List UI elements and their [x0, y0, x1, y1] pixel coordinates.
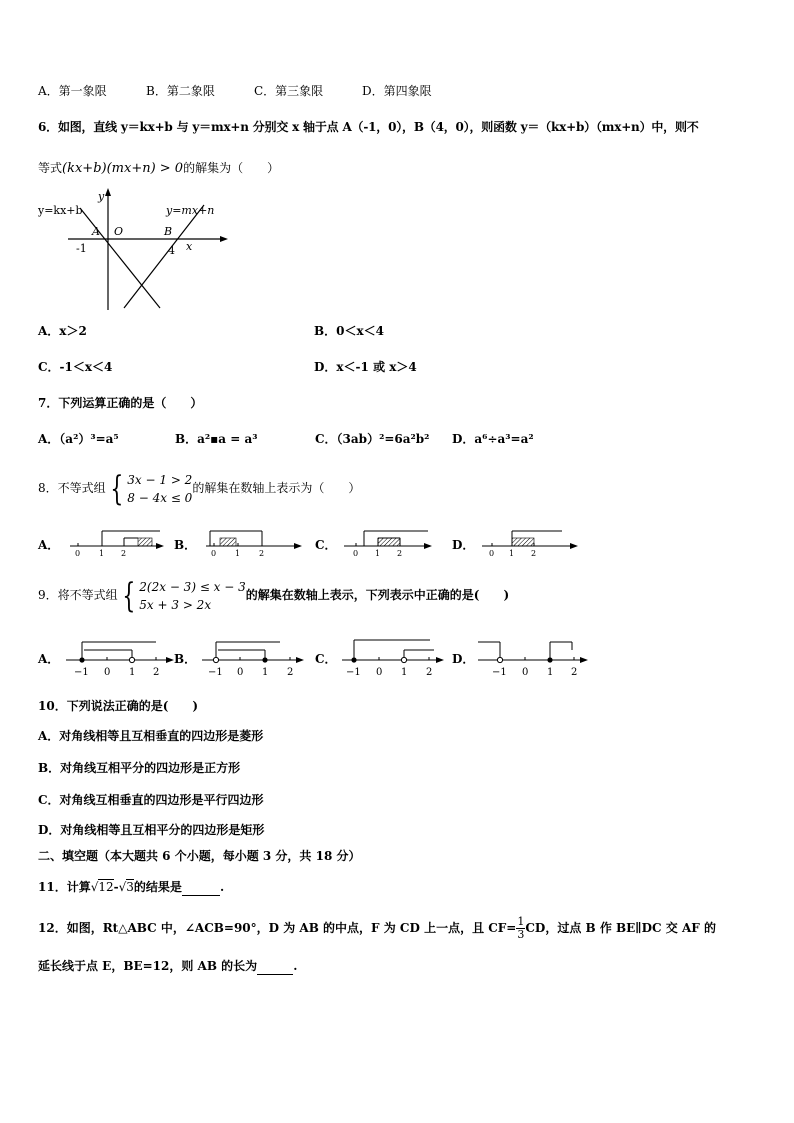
q11-end: .	[219, 880, 225, 894]
q8-option-b: B．	[174, 538, 197, 552]
fig6-label-x: x	[186, 240, 193, 253]
q10-option-a: A．对角线相等且互相垂直的四边形是菱形	[38, 729, 264, 743]
q8a-tick-0: 0	[75, 549, 81, 558]
q9-prefix: 9．将不等式组	[38, 588, 118, 602]
fig6-label-line2: y=mx+n	[166, 204, 215, 217]
q8-numberline-d	[478, 526, 588, 562]
q12-answer-blank[interactable]	[257, 958, 293, 975]
q9a-tick-m1: −1	[74, 667, 89, 678]
q11-radicand-b: 3	[126, 880, 134, 894]
q9-numberline-d	[474, 636, 604, 684]
q11-answer-blank[interactable]	[182, 879, 220, 896]
fig6-label-4: 4	[168, 244, 175, 257]
q9c-tick-2: 2	[426, 667, 433, 678]
q8b-tick-2: 2	[259, 549, 265, 558]
q8a-tick-1: 1	[99, 549, 105, 558]
q6-option-c: C．-1＜x＜4	[38, 360, 113, 374]
q12-part2: CD，过点 B 作 BE∥DC 交 AF 的	[525, 921, 716, 935]
q9-sys-line1: 2(2x − 3) ≤ x − 3	[139, 579, 246, 594]
sqrt-icon: √	[118, 880, 127, 894]
q9d-tick-0: 0	[522, 667, 529, 678]
q12-line1	[38, 912, 716, 944]
q8c-tick-0: 0	[353, 549, 359, 558]
q5-options-row	[38, 83, 432, 99]
q9b-tick-0: 0	[237, 667, 244, 678]
q9d-tick-1: 1	[547, 667, 554, 678]
q9a-tick-2: 2	[153, 667, 160, 678]
q9d-tick-m1: −1	[492, 667, 507, 678]
q9b-tick-m1: −1	[208, 667, 223, 678]
q6-option-d: D．x＜-1 或 x＞4	[314, 360, 417, 374]
q9-option-b: B．	[174, 652, 197, 666]
q8a-tick-2: 2	[121, 549, 127, 558]
q8-option-a: A．	[38, 538, 60, 552]
q6-stem-line1: 6．如图，直线 y＝kx+b 与 y＝mx+n 分别交 x 轴于点 A（-1，0），B（4，0），则函数 y＝（kx+b）（mx+n）中，则不	[38, 120, 699, 134]
fig6-label-a: A	[92, 225, 100, 238]
q6-prefix: 等式	[38, 161, 63, 175]
q6-figure	[36, 188, 236, 313]
q11-minus: -	[113, 880, 119, 894]
q6-stem-line2	[38, 160, 279, 177]
q8-brace-icon: {	[109, 468, 123, 509]
fig6-label-m1: -1	[76, 242, 87, 255]
q9c-tick-0: 0	[376, 667, 383, 678]
q8-sys-line1: 3x − 1 > 2	[127, 472, 193, 487]
q9-numberline-c	[338, 636, 458, 684]
q8-sys-line2: 8 − 4x ≤ 0	[127, 490, 193, 505]
q6-suffix: 的解集为（ ）	[183, 161, 280, 175]
q9a-tick-0: 0	[104, 667, 111, 678]
q11-suffix: 的结果是	[133, 880, 182, 894]
q11-prefix: 11．计算	[38, 880, 91, 894]
q12-frac-den: 3	[517, 928, 525, 941]
q10-stem: 10．下列说法正确的是( )	[38, 699, 199, 713]
q9c-tick-m1: −1	[346, 667, 361, 678]
q12-line2	[38, 958, 297, 975]
q10-option-d: D．对角线相等且互相平分的四边形是矩形	[38, 823, 265, 837]
q8-prefix: 8．不等式组	[38, 481, 106, 495]
q8-stem	[38, 468, 360, 508]
q7-option-a: A．（a²）³=a⁵	[38, 432, 119, 446]
fig6-label-b: B	[164, 225, 173, 238]
q9-sys-line2: 5x + 3 > 2x	[139, 597, 212, 612]
q8-system	[127, 471, 192, 507]
q9-stem	[38, 574, 509, 616]
q12-frac-num: 1	[517, 915, 525, 928]
q9d-tick-2: 2	[571, 667, 578, 678]
q8c-tick-1: 1	[375, 549, 381, 558]
q7-option-c: C．（3ab）²=6a²b²	[315, 432, 430, 446]
q5-option-c: C．第三象限	[254, 84, 324, 98]
q8-numberline-a	[60, 526, 170, 562]
fig6-label-y: y	[98, 190, 105, 203]
q9-brace-icon: {	[121, 575, 135, 616]
q7-option-d: D．a⁶÷a³=a²	[452, 432, 534, 446]
q9c-tick-1: 1	[401, 667, 408, 678]
q8-suffix: 的解集在数轴上表示为（ ）	[192, 481, 361, 495]
q8b-tick-0: 0	[211, 549, 217, 558]
q6-option-a: A．x＞2	[38, 324, 87, 338]
fig6-label-line1: y=kx+b	[38, 204, 83, 217]
q9-option-c: C．	[315, 652, 337, 666]
q8d-tick-0: 0	[489, 549, 495, 558]
q12-part1: 12．如图，Rt△ABC 中，∠ACB=90°，D 为 AB 的中点，F 为 CD 上一点，且 CF=	[38, 921, 517, 935]
q8d-tick-1: 1	[509, 549, 515, 558]
q7-option-b: B．a²▪a = a³	[175, 432, 258, 446]
q12-end: .	[293, 959, 298, 973]
sqrt-icon: √	[90, 880, 99, 894]
q9b-tick-1: 1	[262, 667, 269, 678]
q8-option-c: C．	[315, 538, 337, 552]
q12-line2-text: 延长线于点 E，BE=12，则 AB 的长为	[38, 959, 258, 973]
q6-inequality: (kx+b)(mx+n) > 0	[62, 161, 184, 176]
q10-option-c: C．对角线互相垂直的四边形是平行四边形	[38, 793, 264, 807]
q8c-tick-2: 2	[397, 549, 403, 558]
q6-option-b: B．0＜x＜4	[314, 324, 384, 338]
q8-numberline-c	[340, 526, 450, 562]
q9a-tick-1: 1	[129, 667, 136, 678]
q9-numberline-a	[62, 636, 182, 684]
fig6-label-o: O	[114, 225, 124, 238]
q9-system	[139, 578, 246, 614]
q11-radicand-a: 12	[98, 880, 114, 894]
q10-option-b: B．对角线互相平分的四边形是正方形	[38, 761, 241, 775]
q8b-tick-1: 1	[235, 549, 241, 558]
q7-options-row	[38, 431, 534, 447]
q9-option-d: D．	[452, 652, 475, 666]
q7-stem: 7．下列运算正确的是（ ）	[38, 396, 203, 410]
q11-stem	[38, 879, 224, 896]
q5-option-b: B．第二象限	[146, 84, 215, 98]
q9-suffix: 的解集在数轴上表示，下列表示中正确的是( )	[245, 588, 510, 602]
q9b-tick-2: 2	[287, 667, 294, 678]
q5-option-a: A．第一象限	[38, 84, 107, 98]
q5-option-d: D．第四象限	[362, 84, 432, 98]
q9-option-a: A．	[38, 652, 60, 666]
section2-heading: 二、填空题（本大题共 6 个小题，每小题 3 分，共 18 分）	[38, 849, 361, 863]
q8-option-d: D．	[452, 538, 475, 552]
q9-numberline-b	[198, 636, 318, 684]
q8-numberline-b	[200, 526, 310, 562]
q8d-tick-2: 2	[531, 549, 537, 558]
